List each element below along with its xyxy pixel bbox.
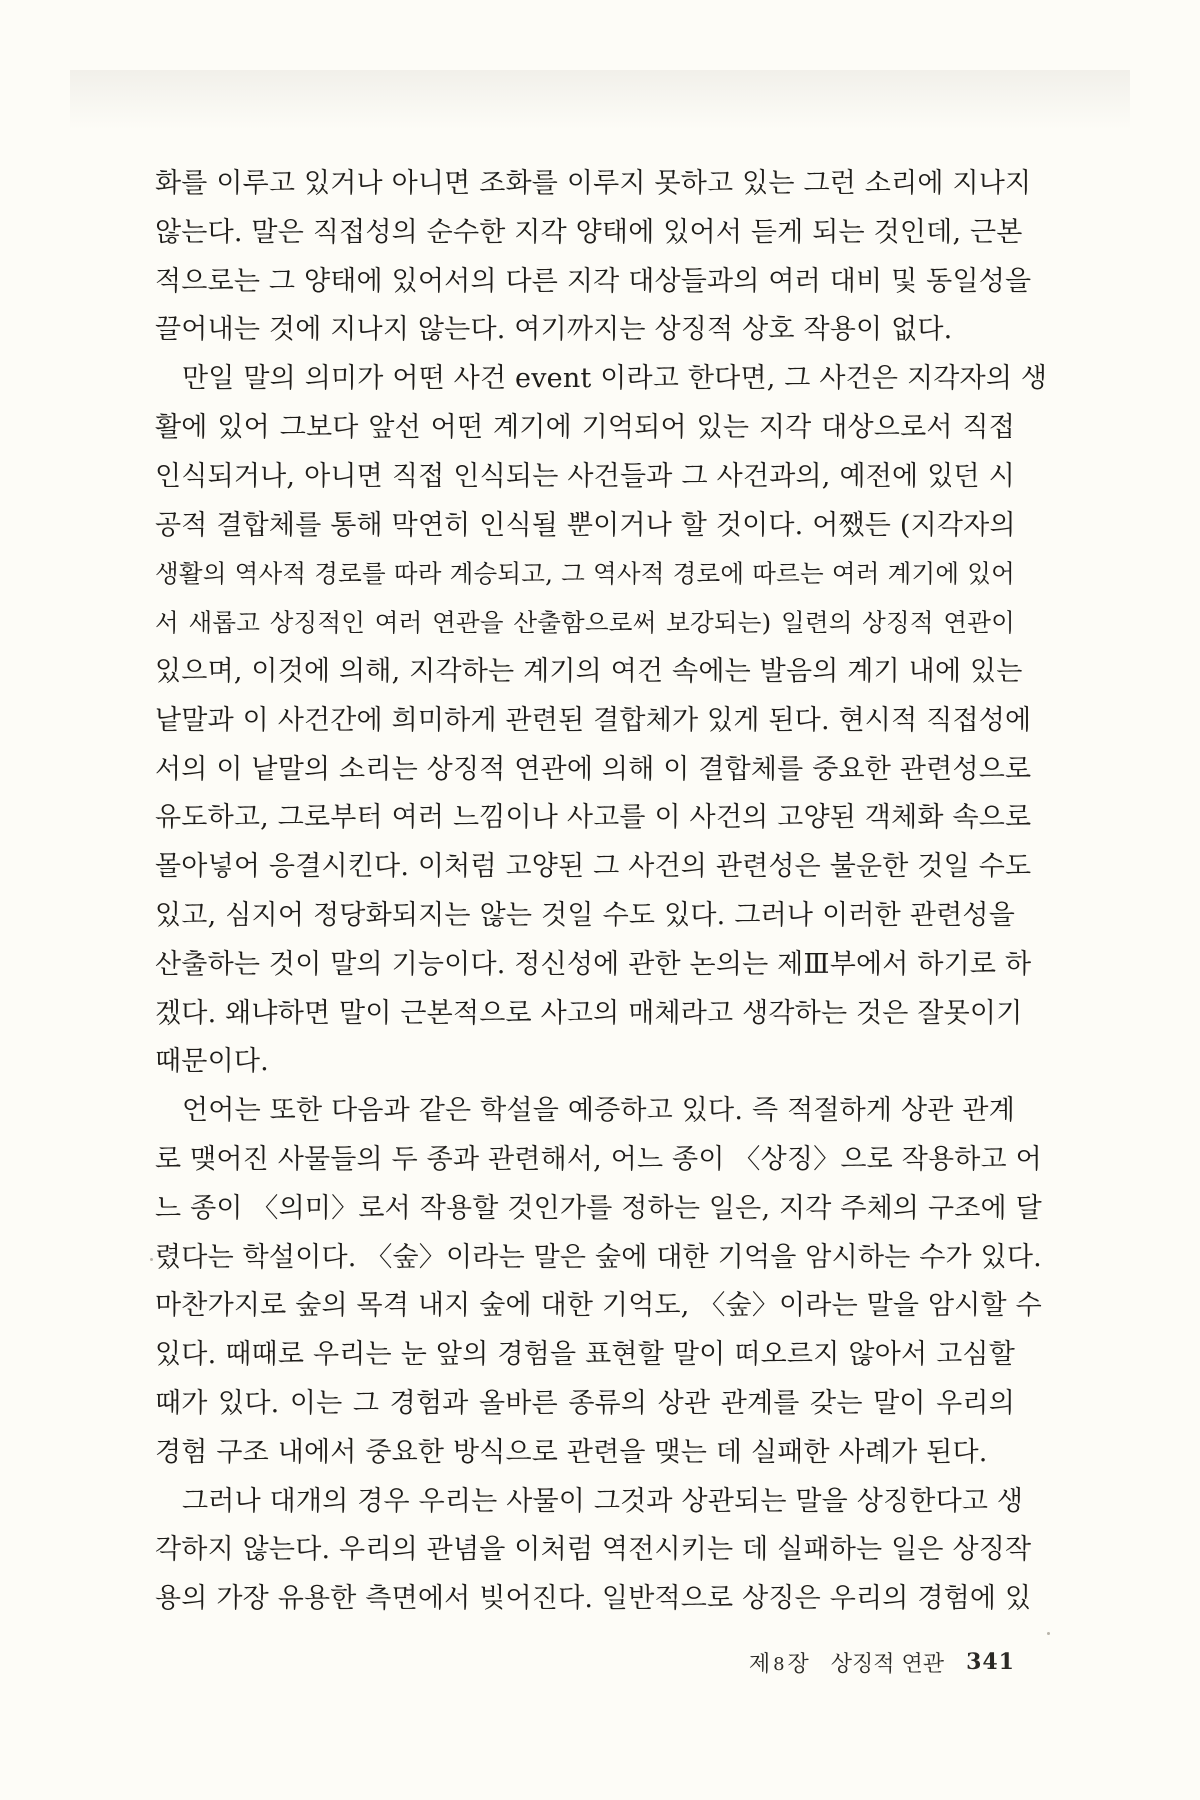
chapter-suffix: 장 [787, 1651, 809, 1677]
text-line: 각하지 않는다. 우리의 관념을 이처럼 역전시키는 데 실패하는 일은 상징작 [155, 1534, 1032, 1566]
text-line: 인식되거나, 아니면 직접 인식되는 사건들과 그 사건과의, 예전에 있던 시 [155, 460, 1015, 492]
text-line: 있고, 심지어 정당화되지는 않는 것일 수도 있다. 그러나 이러한 관련성을 [155, 899, 1015, 931]
text-line: 않는다. 말은 직접성의 순수한 지각 양태에 있어서 듣게 되는 것인데, 근본 [155, 216, 1023, 248]
running-footer [705, 1640, 1015, 1684]
text-line: 서 새롭고 상징적인 여러 연관을 산출함으로써 보강되는) 일련의 상징적 연관이 [155, 608, 1015, 638]
text-line: 공적 결합체를 통해 막연히 인식될 뿐이거나 할 것이다. 어쨌든 (지각자의 [155, 509, 1016, 541]
text-line: 마찬가지로 숲의 목격 내지 숲에 대한 기억도, 〈숲〉이라는 말을 암시할 수 [155, 1290, 1042, 1322]
scan-shadow [70, 70, 1130, 130]
paragraph-1 [155, 160, 1032, 355]
text-line: 있다. 때때로 우리는 눈 앞의 경험을 표현할 말이 떠오르지 않아서 고심할 [155, 1339, 1015, 1371]
chapter-prefix: 제 [748, 1651, 771, 1677]
chapter-label [749, 1647, 809, 1678]
text-line: 산출하는 것이 말의 기능이다. 정신성에 관한 논의는 제Ⅲ부에서 하기로 하 [155, 948, 1032, 980]
chapter-title: 상징적 연관 [830, 1651, 945, 1677]
text-line: 서의 이 낱말의 소리는 상징적 연관에 의해 이 결합체를 중요한 관련성으로 [155, 753, 1032, 785]
text-line: 생활의 역사적 경로를 따라 계승되고, 그 역사적 경로에 따르는 여러 계기에 있어 [155, 559, 1015, 589]
text-line: 화를 이루고 있거나 아니면 조화를 이루지 못하고 있는 그런 소리에 지나지 [155, 168, 1032, 199]
text-line: 언어는 또한 다음과 같은 학설을 예증하고 있다. 즉 적절하게 상관 관계 [182, 1095, 1015, 1127]
text-line: 느 종이 〈의미〉로서 작용할 것인가를 정하는 일은, 지각 주체의 구조에 달 [155, 1192, 1042, 1224]
text-line: 낱말과 이 사건간에 희미하게 관련된 결합체가 있게 된다. 현시적 직접성에 [155, 704, 1032, 736]
paragraph-4 [155, 1478, 1032, 1624]
text-line: 적으로는 그 양태에 있어서의 다른 지각 대상들과의 여러 대비 및 동일성을 [155, 265, 1032, 297]
text-line: 그러나 대개의 경우 우리는 사물이 그것과 상관되는 말을 상징한다고 생 [182, 1485, 1024, 1517]
text-line: 로 맺어진 사물들의 두 종과 관련해서, 어느 종이 〈상징〉으로 작용하고 어 [155, 1143, 1042, 1175]
text-line: 만일 말의 의미가 어떤 사건 event 이라고 한다면, 그 사건은 지각자의 생 [182, 363, 1048, 395]
chapter-number: 8 [773, 1653, 785, 1675]
text-line: 겠다. 왜냐하면 말이 근본적으로 사고의 매체라고 생각하는 것은 잘못이기 [155, 997, 1023, 1029]
page-number: 341 [966, 1649, 1015, 1675]
scan-speck [1047, 1632, 1050, 1635]
scan-speck [150, 1258, 153, 1261]
text-line: 유도하고, 그로부터 여러 느낌이나 사고를 이 사건의 고양된 객체화 속으로 [155, 802, 1032, 834]
text-line: 경험 구조 내에서 중요한 방식으로 관련을 맺는 데 실패한 사례가 된다. [155, 1436, 988, 1468]
body-text [155, 160, 1048, 1624]
text-line: 있으며, 이것에 의해, 지각하는 계기의 여건 속에는 발음의 계기 내에 있는 [155, 655, 1023, 687]
text-line: 활에 있어 그보다 앞선 어떤 계기에 기억되어 있는 지각 대상으로서 직접 [155, 411, 1015, 443]
text-line: 렸다는 학설이다. 〈숲〉이라는 말은 숲에 대한 기억을 암시하는 수가 있다. [155, 1241, 1042, 1273]
text-line: 끌어내는 것에 지나지 않는다. 여기까지는 상징적 상호 작용이 없다. [155, 314, 953, 346]
text-line: 때문이다. [155, 1046, 269, 1078]
paragraph-3 [155, 1087, 1042, 1477]
paragraph-2 [155, 355, 1048, 1087]
text-line: 몰아넣어 응결시킨다. 이처럼 고양된 그 사건의 관련성은 불운한 것일 수도 [155, 851, 1032, 883]
text-line: 때가 있다. 이는 그 경험과 올바른 종류의 상관 관계를 갖는 말이 우리의 [155, 1387, 1015, 1419]
text-line: 용의 가장 유용한 측면에서 빚어진다. 일반적으로 상징은 우리의 경험에 있 [155, 1583, 1032, 1615]
